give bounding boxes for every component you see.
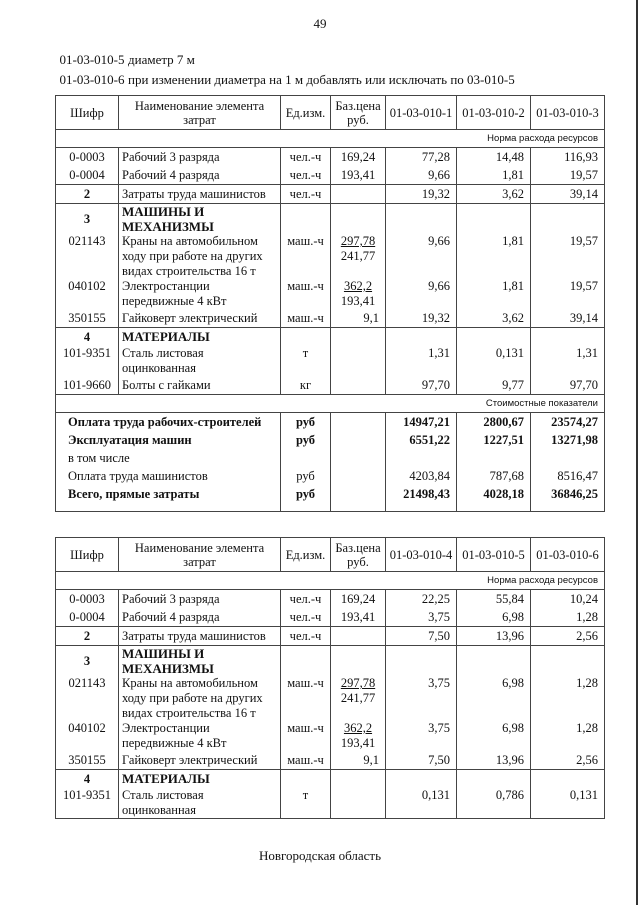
row-value: 14,48 [457, 148, 531, 167]
row-price: 169,24 [331, 148, 386, 167]
row-code: 0-0004 [56, 166, 119, 185]
cost-name: Оплата труда рабочих-строителей [56, 413, 281, 432]
row-value: 0,786 [457, 788, 531, 819]
row-name: МАТЕРИАЛЫ [119, 770, 281, 789]
table-row [56, 166, 605, 185]
row-name: Рабочий 3 разряда [119, 148, 281, 167]
section-row [56, 646, 605, 677]
row-value: 1,31 [386, 346, 457, 376]
cost-value: 787,68 [457, 467, 531, 485]
footer-region: Новгородская область [258, 848, 382, 863]
cost-name: Эксплуатация машин [56, 431, 281, 449]
header-price: Баз.цена руб. [331, 96, 386, 130]
row-value: 6,98 [457, 721, 531, 751]
header-unit: Ед.изм. [281, 538, 331, 572]
intro-text: диаметр 7 м [128, 52, 195, 67]
header-name: Наименование элемента затрат [119, 538, 281, 572]
cost-row [56, 431, 605, 449]
cost-value: 14947,21 [386, 413, 457, 432]
header-col-3: 01-03-010-3 [531, 96, 605, 130]
row-name: Рабочий 4 разряда [119, 166, 281, 185]
row-value: 19,57 [531, 166, 605, 185]
row-value: 39,14 [531, 309, 605, 328]
row-unit: чел.-ч [281, 185, 331, 204]
row-value: 19,32 [386, 309, 457, 328]
row-value: 6,98 [457, 608, 531, 627]
header-col-3: 01-03-010-6 [531, 538, 605, 572]
row-code: 2 [56, 627, 119, 646]
row-value: 19,57 [531, 279, 605, 309]
cost-value: 4028,18 [457, 485, 531, 503]
row-price [331, 279, 386, 309]
cost-unit: руб [281, 485, 331, 503]
row-unit: чел.-ч [281, 608, 331, 627]
row-price: 9,1 [331, 751, 386, 770]
header-code: Шифр [56, 96, 119, 130]
row-name: Гайковерт электрический [119, 309, 281, 328]
row-price [331, 376, 386, 395]
row-value: 3,75 [386, 721, 457, 751]
row-code: 101-9351 [56, 788, 119, 819]
row-value: 9,77 [457, 376, 531, 395]
row-value: 3,62 [457, 309, 531, 328]
price-operator: 193,41 [340, 294, 376, 308]
table-row [56, 309, 605, 328]
page-edge-rule [636, 0, 638, 905]
row-unit: маш.-ч [281, 309, 331, 328]
row-price [331, 721, 386, 751]
row-value: 1,81 [457, 166, 531, 185]
row-value: 7,50 [386, 627, 457, 646]
row-value: 9,66 [386, 166, 457, 185]
row-price: 193,41 [331, 166, 386, 185]
row-code: 350155 [56, 309, 119, 328]
row-code: 040102 [56, 721, 119, 751]
table-row [56, 346, 605, 376]
cost-row [56, 413, 605, 432]
row-value: 2,56 [531, 627, 605, 646]
row-value: 2,56 [531, 751, 605, 770]
header-row [56, 96, 605, 130]
row-code: 021143 [56, 234, 119, 279]
cost-value: 4203,84 [386, 467, 457, 485]
row-value: 3,75 [386, 676, 457, 721]
table-row [56, 788, 605, 819]
table-row [56, 279, 605, 309]
cost-row [56, 485, 605, 503]
row-code: 040102 [56, 279, 119, 309]
row-unit: кг [281, 376, 331, 395]
row-code: 4 [56, 328, 119, 347]
price-operator: 241,77 [340, 691, 376, 705]
row-unit: чел.-ч [281, 627, 331, 646]
row-code: 2 [56, 185, 119, 204]
table-row [56, 608, 605, 627]
header-code: Шифр [56, 538, 119, 572]
row-code: 0-0003 [56, 148, 119, 167]
price-estimate: 362,2 [343, 279, 373, 293]
row-name: Сталь листовая оцинкованная [119, 346, 281, 376]
row-code: 101-9351 [56, 346, 119, 376]
row-unit: чел.-ч [281, 148, 331, 167]
row-price: 9,1 [331, 309, 386, 328]
row-name: МАТЕРИАЛЫ [119, 328, 281, 347]
row-code: 350155 [56, 751, 119, 770]
row-unit: т [281, 346, 331, 376]
row-value: 13,96 [457, 751, 531, 770]
intro-line [56, 72, 515, 88]
row-price [331, 185, 386, 204]
row-value: 97,70 [386, 376, 457, 395]
row-value: 116,93 [531, 148, 605, 167]
section-row [56, 204, 605, 235]
row-price [331, 676, 386, 721]
cost-value: 1227,51 [457, 431, 531, 449]
table-row [56, 234, 605, 279]
table-row [56, 148, 605, 167]
intro-code: 01-03-010-5 [59, 52, 125, 67]
section-row [56, 328, 605, 347]
row-name: Сталь листовая оцинкованная [119, 788, 281, 819]
row-name: МАШИНЫ И МЕХАНИЗМЫ [119, 204, 281, 235]
cost-value: 2800,67 [457, 413, 531, 432]
section-norm-row [56, 572, 605, 590]
row-value: 1,81 [457, 279, 531, 309]
row-name: Рабочий 4 разряда [119, 608, 281, 627]
price-estimate: 297,78 [340, 676, 376, 690]
cost-value: 23574,27 [531, 413, 605, 432]
row-code: 4 [56, 770, 119, 789]
header-col-1: 01-03-010-1 [386, 96, 457, 130]
cost-name: в том числе [56, 449, 281, 467]
row-unit: маш.-ч [281, 721, 331, 751]
row-unit: маш.-ч [281, 279, 331, 309]
norm-table-1 [55, 95, 605, 512]
header-col-2: 01-03-010-2 [457, 96, 531, 130]
row-name: Электростанции передвижные 4 кВт [119, 721, 281, 751]
header-unit: Ед.изм. [281, 96, 331, 130]
header-name: Наименование элемента затрат [119, 96, 281, 130]
row-value: 55,84 [457, 590, 531, 609]
price-estimate: 362,2 [343, 721, 373, 735]
row-value: 9,66 [386, 234, 457, 279]
row-value: 13,96 [457, 627, 531, 646]
row-code: 3 [56, 204, 119, 235]
cost-row [56, 467, 605, 485]
row-code: 3 [56, 646, 119, 677]
row-unit: маш.-ч [281, 234, 331, 279]
row-value: 0,131 [386, 788, 457, 819]
header-price: Баз.цена руб. [331, 538, 386, 572]
row-name: Болты с гайками [119, 376, 281, 395]
section-norm-row [56, 130, 605, 148]
table-row [56, 590, 605, 609]
price-estimate: 297,78 [340, 234, 376, 248]
section-row [56, 770, 605, 789]
row-unit: маш.-ч [281, 676, 331, 721]
row-name: Рабочий 3 разряда [119, 590, 281, 609]
table-row [56, 721, 605, 751]
header-row [56, 538, 605, 572]
cost-value: 36846,25 [531, 485, 605, 503]
row-value: 7,50 [386, 751, 457, 770]
intro-text: при изменении диаметра на 1 м добавлять или исключать по 03-010-5 [128, 72, 515, 87]
intro-code: 01-03-010-6 [59, 72, 125, 87]
row-price: 193,41 [331, 608, 386, 627]
cost-value: 13271,98 [531, 431, 605, 449]
row-value: 10,24 [531, 590, 605, 609]
row-code: 0-0003 [56, 590, 119, 609]
table-row [56, 185, 605, 204]
table-row [56, 751, 605, 770]
section-norm-label: Норма расхода ресурсов [56, 130, 605, 148]
row-value: 6,98 [457, 676, 531, 721]
price-operator: 193,41 [340, 736, 376, 750]
row-price [331, 234, 386, 279]
cost-name: Оплата труда машинистов [56, 467, 281, 485]
row-code: 101-9660 [56, 376, 119, 395]
header-col-2: 01-03-010-5 [457, 538, 531, 572]
cost-unit: руб [281, 467, 331, 485]
cost-unit: руб [281, 413, 331, 432]
row-name: Краны на автомобильном ходу при работе на других видах строительства 16 т [119, 234, 281, 279]
cost-value: 8516,47 [531, 467, 605, 485]
row-value: 1,28 [531, 608, 605, 627]
row-value: 0,131 [457, 346, 531, 376]
section-norm-label: Норма расхода ресурсов [56, 572, 605, 590]
row-value: 1,81 [457, 234, 531, 279]
row-value: 19,32 [386, 185, 457, 204]
row-code: 0-0004 [56, 608, 119, 627]
row-value: 22,25 [386, 590, 457, 609]
row-value: 1,28 [531, 721, 605, 751]
row-code: 021143 [56, 676, 119, 721]
row-unit: чел.-ч [281, 166, 331, 185]
cost-value: 21498,43 [386, 485, 457, 503]
row-name: Затраты труда машинистов [119, 627, 281, 646]
cost-row [56, 449, 605, 467]
row-unit: маш.-ч [281, 751, 331, 770]
row-value: 19,57 [531, 234, 605, 279]
row-price [331, 627, 386, 646]
row-value: 3,75 [386, 608, 457, 627]
row-value: 1,31 [531, 346, 605, 376]
page-number: 49 [313, 16, 327, 31]
row-price [331, 346, 386, 376]
row-value: 77,28 [386, 148, 457, 167]
row-name: Электростанции передвижные 4 кВт [119, 279, 281, 309]
row-value: 9,66 [386, 279, 457, 309]
cost-value: 6551,22 [386, 431, 457, 449]
section-cost-label: Стоимостные показатели [56, 395, 605, 413]
row-name: Затраты труда машинистов [119, 185, 281, 204]
row-value: 3,62 [457, 185, 531, 204]
intro-line [56, 52, 195, 68]
row-unit: т [281, 788, 331, 819]
row-name: Краны на автомобильном ходу при работе на других видах строительства 16 т [119, 676, 281, 721]
table-row [56, 676, 605, 721]
cost-unit: руб [281, 431, 331, 449]
row-value: 1,28 [531, 676, 605, 721]
row-price [331, 788, 386, 819]
header-col-1: 01-03-010-4 [386, 538, 457, 572]
norm-table-2 [55, 537, 605, 819]
table-row [56, 376, 605, 395]
row-price: 169,24 [331, 590, 386, 609]
row-value: 39,14 [531, 185, 605, 204]
table-row [56, 627, 605, 646]
cost-name: Всего, прямые затраты [56, 485, 281, 503]
section-cost-row [56, 395, 605, 413]
row-unit: чел.-ч [281, 590, 331, 609]
row-name: Гайковерт электрический [119, 751, 281, 770]
row-value: 0,131 [531, 788, 605, 819]
row-value: 97,70 [531, 376, 605, 395]
price-operator: 241,77 [340, 249, 376, 263]
row-name: МАШИНЫ И МЕХАНИЗМЫ [119, 646, 281, 677]
